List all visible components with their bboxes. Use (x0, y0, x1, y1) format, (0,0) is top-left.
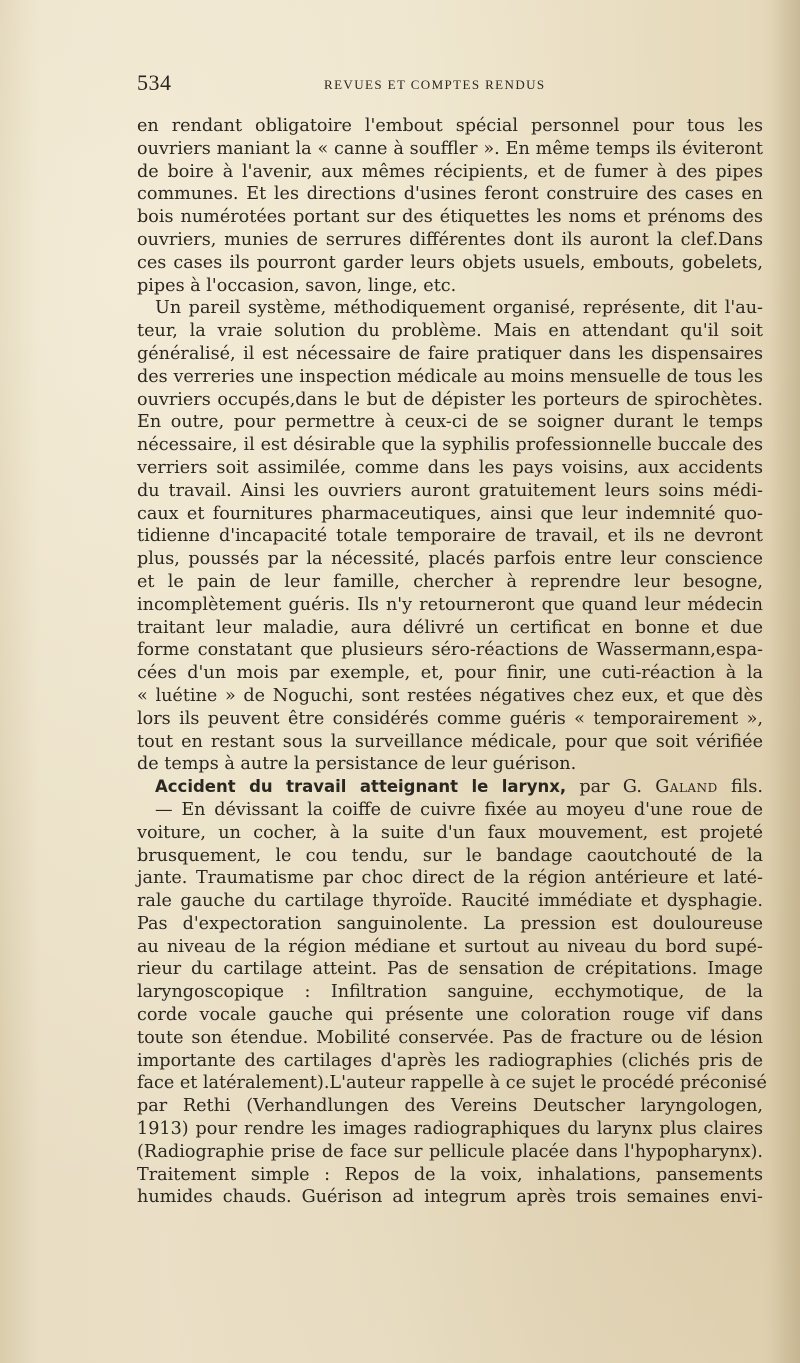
byline-text: par G. (566, 777, 656, 798)
paragraph-start-line: Un pareil système, méthodiquement organisé, représente, dit l'au- (155, 298, 763, 319)
text-line: (Radiographie prise de face sur pellicule placée dans l'hypopharynx). (137, 1141, 763, 1162)
text-line: ces cases ils pourront garder leurs objets usuels, embouts, gobelets, (137, 252, 763, 273)
text-line: communes. Et les directions d'usines feront construire des cases en (137, 184, 763, 205)
text-line: des verreries une inspection médicale au moins mensuelle de tous les (137, 366, 763, 387)
text-line: cées d'un mois par exemple, et, pour finir, une cuti-réaction à la (137, 663, 763, 684)
text-line: nécessaire, il est désirable que la syphilis professionnelle buccale des (137, 435, 763, 456)
byline-suffix: fils. (717, 777, 763, 798)
text-line: brusquement, le cou tendu, sur le bandage caoutchouté de la (137, 845, 763, 866)
text-line: rieur du cartilage atteint. Pas de sensation de crépitations. Image (137, 959, 763, 980)
text-line: au niveau de la région médiane et surtout au niveau du bord supé- (137, 936, 763, 957)
text-line: verriers soit assimilée, comme dans les pays voisins, aux accidents (137, 457, 763, 478)
text-line: forme constatant que plusieurs séro-réactions de Wassermann,espa- (137, 640, 763, 661)
text-line: ouvriers occupés,dans le but de dépister les porteurs de spirochètes. (137, 389, 763, 410)
text-line: voiture, un cocher, à la suite d'un faux mouvement, est projeté (137, 822, 763, 843)
text-line: ouvriers, munies de serrures différentes dont ils auront la clef.Dans (137, 229, 763, 250)
text-line: jante. Traumatisme par choc direct de la région antérieure et laté- (137, 868, 763, 889)
author-name: Galand (655, 777, 718, 798)
page-edge-shadow (770, 0, 800, 1363)
body-text (137, 115, 767, 1209)
text-line: lors ils peuvent être considérés comme guéris « temporairement », (137, 708, 763, 729)
running-head: REVUES ET COMPTES RENDUS (324, 77, 546, 92)
text-line: — En dévissant la coiffe de cuivre fixée au moyeu d'une roue de (155, 799, 763, 820)
text-line: et le pain de leur famille, chercher à reprendre leur besogne, (137, 571, 763, 592)
text-line: laryngoscopique : Infiltration sanguine, ecchymotique, de la (137, 982, 763, 1003)
text-line: rale gauche du cartilage thyroïde. Raucité immédiate et dysphagie. (137, 891, 763, 912)
text-line: importante des cartilages d'après les radiographies (clichés pris de (137, 1050, 763, 1071)
text-line: Pas d'expectoration sanguinolente. La pression est douloureuse (137, 913, 763, 934)
section-title: Accident du travail atteignant le larynx, (155, 777, 567, 797)
text-line: toute son étendue. Mobilité conservée. Pas de fracture ou de lésion (137, 1027, 763, 1048)
text-line: tidienne d'incapacité totale temporaire de travail, et ils ne devront (137, 526, 763, 547)
text-line: traitant leur maladie, aura délivré un certificat en bonne et due (137, 617, 763, 638)
text-line: En outre, pour permettre à ceux-ci de se soigner durant le temps (137, 412, 763, 433)
page-number: 534 (137, 70, 172, 95)
text-line: plus, poussés par la nécessité, placés parfois entre leur conscience (137, 549, 763, 570)
page-header (137, 70, 764, 100)
text-line: Traitement simple : Repos de la voix, inhalations, pansements (137, 1164, 763, 1185)
text-line: généralisé, il est nécessaire de faire pratiquer dans les dispensaires (137, 343, 763, 364)
text-line: caux et fournitures pharmaceutiques, ainsi que leur indemnité quo- (137, 503, 763, 524)
text-line: « luétine » de Noguchi, sont restées négatives chez eux, et que dès (137, 685, 763, 706)
text-line: de boire à l'avenir, aux mêmes récipients, et de fumer à des pipes (137, 161, 763, 182)
text-line: tout en restant sous la surveillance médicale, pour que soit vérifiée (137, 731, 763, 752)
text-line: par Rethi (Verhandlungen des Vereins Deutscher laryngologen, (137, 1096, 763, 1117)
text-line: corde vocale gauche qui présente une coloration rouge vif dans (137, 1005, 763, 1026)
text-line: ouvriers maniant la « canne à souffler ». En même temps ils éviteront (137, 138, 763, 159)
text-line: du travail. Ainsi les ouvriers auront gratuitement leurs soins médi- (137, 480, 763, 501)
text-line: 1913) pour rendre les images radiographiques du larynx plus claires (137, 1119, 763, 1140)
text-line: incomplètement guéris. Ils n'y retourneront que quand leur médecin (137, 594, 763, 615)
text-line: bois numérotées portant sur des étiquettes les noms et prénoms des (137, 207, 763, 228)
text-line: de temps à autre la persistance de leur guérison. (137, 754, 577, 775)
text-line: humides chauds. Guérison ad integrum après trois semaines envi- (137, 1187, 763, 1208)
text-line: en rendant obligatoire l'embout spécial personnel pour tous les (137, 116, 763, 136)
text-line: face et latéralement).L'auteur rappelle à ce sujet le procédé préconisé (137, 1073, 767, 1094)
text-line: pipes à l'occasion, savon, linge, etc. (137, 275, 457, 296)
text-line: teur, la vraie solution du problème. Mais en attendant qu'il soit (137, 321, 763, 342)
section-heading-line (137, 776, 763, 799)
